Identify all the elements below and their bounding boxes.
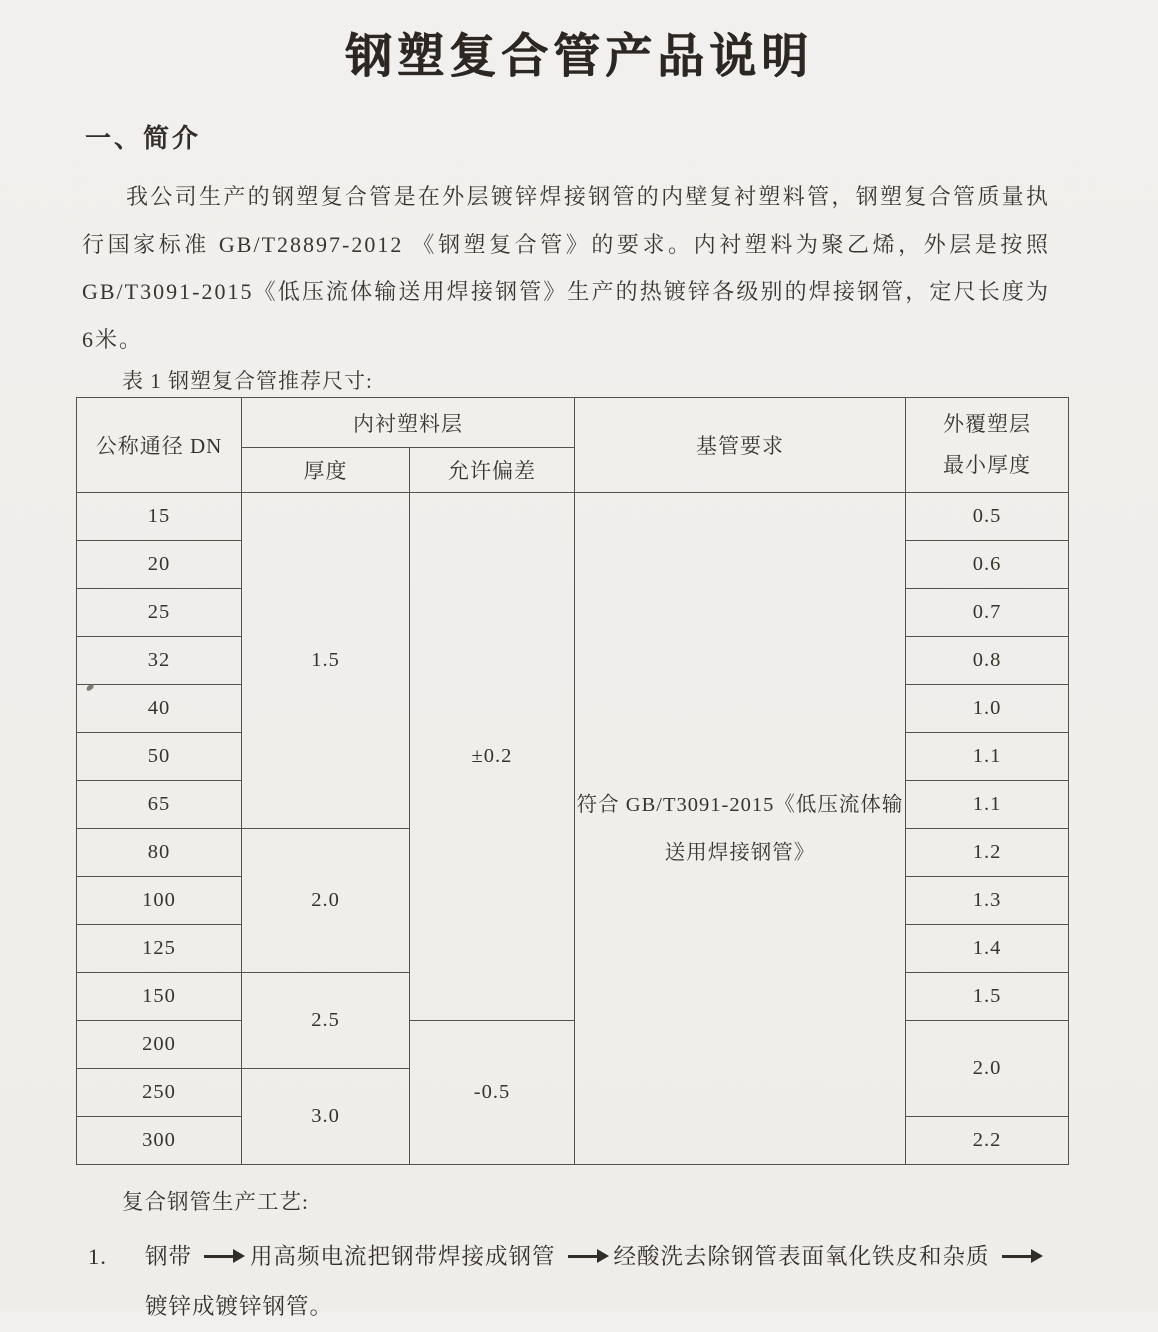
cell-outer: 0.7 — [906, 589, 1069, 637]
cell-dn: 50 — [77, 733, 242, 781]
arrow-right-icon — [1002, 1255, 1032, 1259]
cell-thickness-group3: 2.5 — [242, 973, 410, 1069]
process-step-steel-strip: 钢带 — [145, 1244, 193, 1269]
cell-dn: 32 — [77, 637, 242, 685]
cell-dn: 15 — [77, 493, 242, 541]
table-row-dn15 — [77, 493, 1069, 541]
header-cell-thickness: 厚度 — [242, 448, 410, 493]
cell-thickness-group2: 2.0 — [242, 829, 410, 973]
table-row-dn200 — [77, 1021, 1069, 1069]
table-caption: 表 1 钢塑复合管推荐尺寸: — [122, 369, 373, 393]
arrow-right-icon — [568, 1255, 598, 1259]
cell-outer: 1.4 — [906, 925, 1069, 973]
header-cell-dn: 公称通径 DN — [77, 398, 242, 493]
header-cell-base-pipe: 基管要求 — [575, 398, 906, 493]
process-step-pickling: 经酸洗去除钢管表面氧化铁皮和杂质 — [613, 1244, 990, 1269]
header-outer-line1: 外覆塑层 — [943, 412, 1031, 436]
header-outer-line2: 最小厚度 — [943, 453, 1031, 477]
cell-thickness-group4: 3.0 — [242, 1069, 410, 1165]
cell-outer-merged: 2.0 — [906, 1021, 1069, 1117]
section-heading-intro: 一、简介 — [85, 124, 202, 153]
cell-outer: 0.5 — [906, 493, 1069, 541]
cell-outer: 1.5 — [906, 973, 1069, 1021]
cell-dn: 100 — [77, 877, 242, 925]
table-header-row-1 — [77, 398, 1069, 448]
process-step-galvanizing: 镀锌成镀锌钢管。 — [145, 1294, 334, 1319]
cell-dn: 20 — [77, 541, 242, 589]
cell-outer: 1.2 — [906, 829, 1069, 877]
cell-outer: 0.8 — [906, 637, 1069, 685]
process-item-1 — [88, 1232, 1150, 1332]
intro-paragraph: 我公司生产的钢塑复合管是在外层镀锌焊接钢管的内壁复衬塑料管，钢塑复合管质量执行国家标准 GB/T28897-2012 《钢塑复合管》的要求。内衬塑料为聚乙烯，外层是按照GB/T3091-2015《低压流体输送用焊接钢管》生产的热镀锌各级别的焊接钢管，定尺长度为6米。 — [82, 184, 1050, 352]
cell-outer: 0.6 — [906, 541, 1069, 589]
cell-dn: 40 — [77, 685, 242, 733]
process-heading: 复合钢管生产工艺: — [122, 1190, 309, 1214]
cell-dn: 80 — [77, 829, 242, 877]
cell-dn: 125 — [77, 925, 242, 973]
spec-table — [76, 397, 1069, 1165]
document-title: 钢塑复合管产品说明 — [345, 31, 813, 83]
header-cell-liner-group: 内衬塑料层 — [242, 398, 575, 448]
process-step-welding: 用高频电流把钢带焊接成钢管 — [250, 1244, 556, 1269]
cell-outer: 1.0 — [906, 685, 1069, 733]
header-cell-outer-min-thickness — [906, 398, 1069, 493]
arrow-right-icon — [204, 1255, 234, 1259]
cell-outer: 1.1 — [906, 733, 1069, 781]
cell-tolerance-group2: -0.5 — [410, 1021, 575, 1165]
cell-dn: 150 — [77, 973, 242, 1021]
cell-dn: 200 — [77, 1021, 242, 1069]
cell-dn: 65 — [77, 781, 242, 829]
cell-dn: 25 — [77, 589, 242, 637]
cell-outer: 1.3 — [906, 877, 1069, 925]
process-item-number: 1. — [88, 1244, 107, 1269]
cell-base-pipe-requirement: 符合 GB/T3091-2015《低压流体输送用焊接钢管》 — [575, 493, 906, 1165]
cell-tolerance-group1: ±0.2 — [410, 493, 575, 1021]
header-cell-tolerance: 允许偏差 — [410, 448, 575, 493]
cell-outer: 2.2 — [906, 1117, 1069, 1165]
cell-thickness-group1: 1.5 — [242, 493, 410, 829]
cell-dn: 250 — [77, 1069, 242, 1117]
cell-dn: 300 — [77, 1117, 242, 1165]
cell-outer: 1.1 — [906, 781, 1069, 829]
